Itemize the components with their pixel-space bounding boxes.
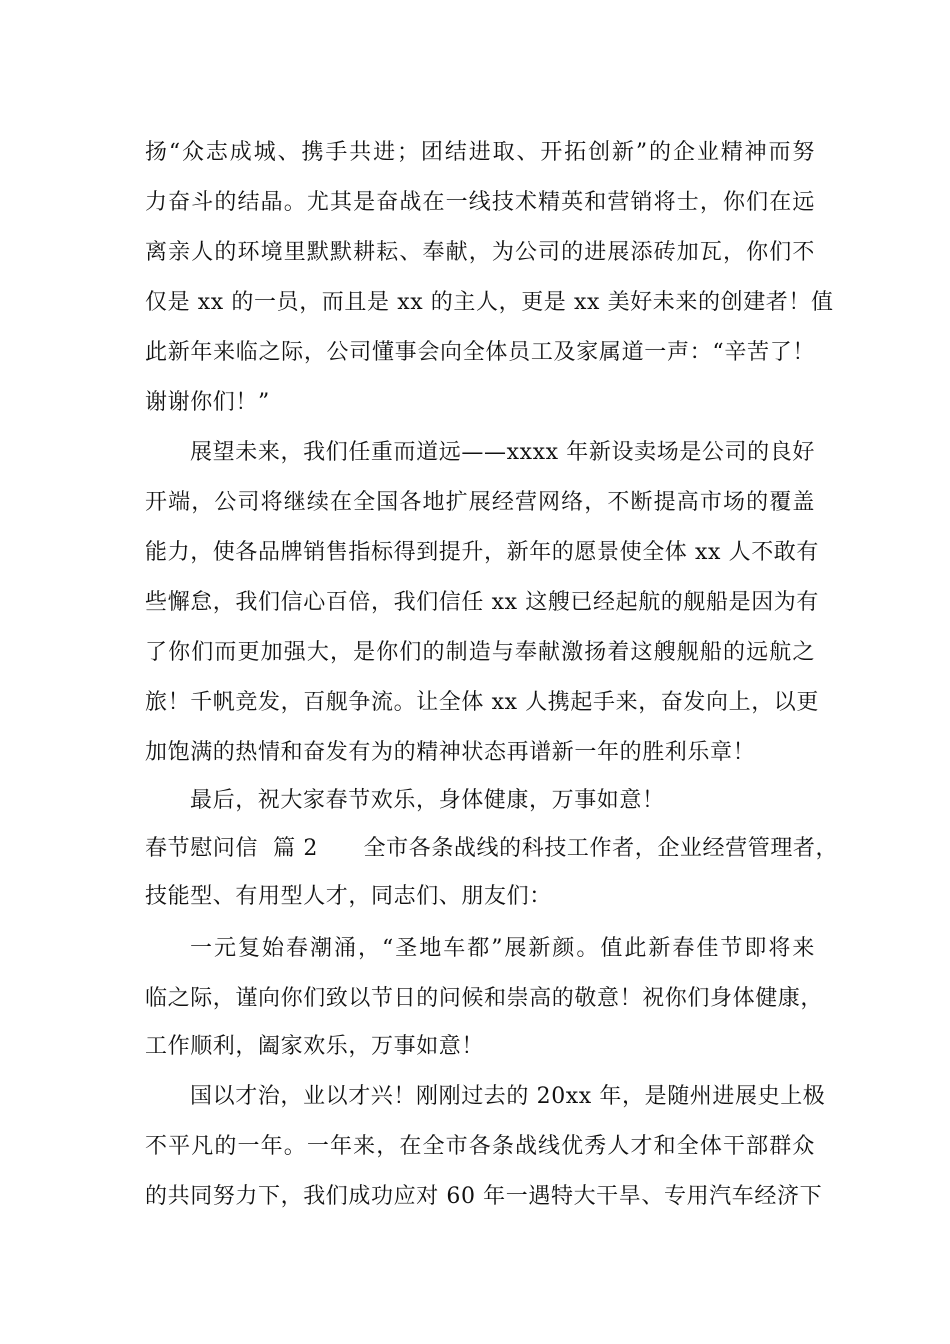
text-line: 此新年来临之际，公司懂事会向全体员工及家属道一声：“辛苦了！ xyxy=(145,340,815,365)
paragraph-first-line: 最后，祝大家春节欢乐，身体健康，万事如意！ xyxy=(190,788,665,813)
text-line: 临之际，谨向你们致以节日的问候和崇高的敬意！祝你们身体健康， xyxy=(145,986,824,1011)
text-line: 扬“众志成城、携手共进；团结进取、开拓创新”的企业精神而努 xyxy=(145,140,815,165)
paragraph-first-line: 一元复始春潮涌，“圣地车都”展新颜。值此新春佳节即将来 xyxy=(190,936,815,961)
text-line: 的共同努力下，我们成功应对 60 年一遇特大干旱、专用汽车经济下 xyxy=(145,1184,823,1209)
text-line: 加饱满的热情和奋发有为的精神状态再谱新一年的胜利乐章！ xyxy=(145,740,756,765)
section-heading-line: 春节慰问信 篇 2 全市各条战线的科技工作者，企业经营管理者， xyxy=(145,836,839,861)
text-line: 技能型、有用型人才，同志们、朋友们： xyxy=(145,884,552,909)
text-line: 仅是 xx 的一员，而且是 xx 的主人，更是 xx 美好未来的创建者！值 xyxy=(145,290,834,315)
text-line: 谢谢你们！” xyxy=(145,390,270,415)
text-line: 力奋斗的结晶。尤其是奋战在一线技术精英和营销将士，你们在远 xyxy=(145,190,815,215)
text-line: 开端，公司将继续在全国各地扩展经营网络，不断提高市场的覆盖 xyxy=(145,490,815,515)
text-line: 工作顺利，阖家欢乐，万事如意！ xyxy=(145,1034,485,1059)
text-line: 离亲人的环境里默默耕耘、奉献，为公司的进展添砖加瓦，你们不 xyxy=(145,240,815,265)
text-line: 了你们而更加强大，是你们的制造与奉献激扬着这艘舰船的远航之 xyxy=(145,640,815,665)
text-line: 旅！千帆竞发，百舰争流。让全体 xx 人携起手来，奋发向上，以更 xyxy=(145,690,820,715)
paragraph-first-line: 展望未来，我们任重而道远——xxxx 年新设卖场是公司的良好 xyxy=(190,440,815,465)
paragraph-first-line: 国以才治，业以才兴！刚刚过去的 20xx 年，是随州进展史上极 xyxy=(190,1084,826,1109)
text-line: 不平凡的一年。一年来，在全市各条战线优秀人才和全体干部群众 xyxy=(145,1134,815,1159)
text-line: 能力，使各品牌销售指标得到提升，新年的愿景使全体 xx 人不敢有 xyxy=(145,540,820,565)
text-line: 些懈怠，我们信心百倍，我们信任 xx 这艘已经起航的舰船是因为有 xyxy=(145,590,820,615)
